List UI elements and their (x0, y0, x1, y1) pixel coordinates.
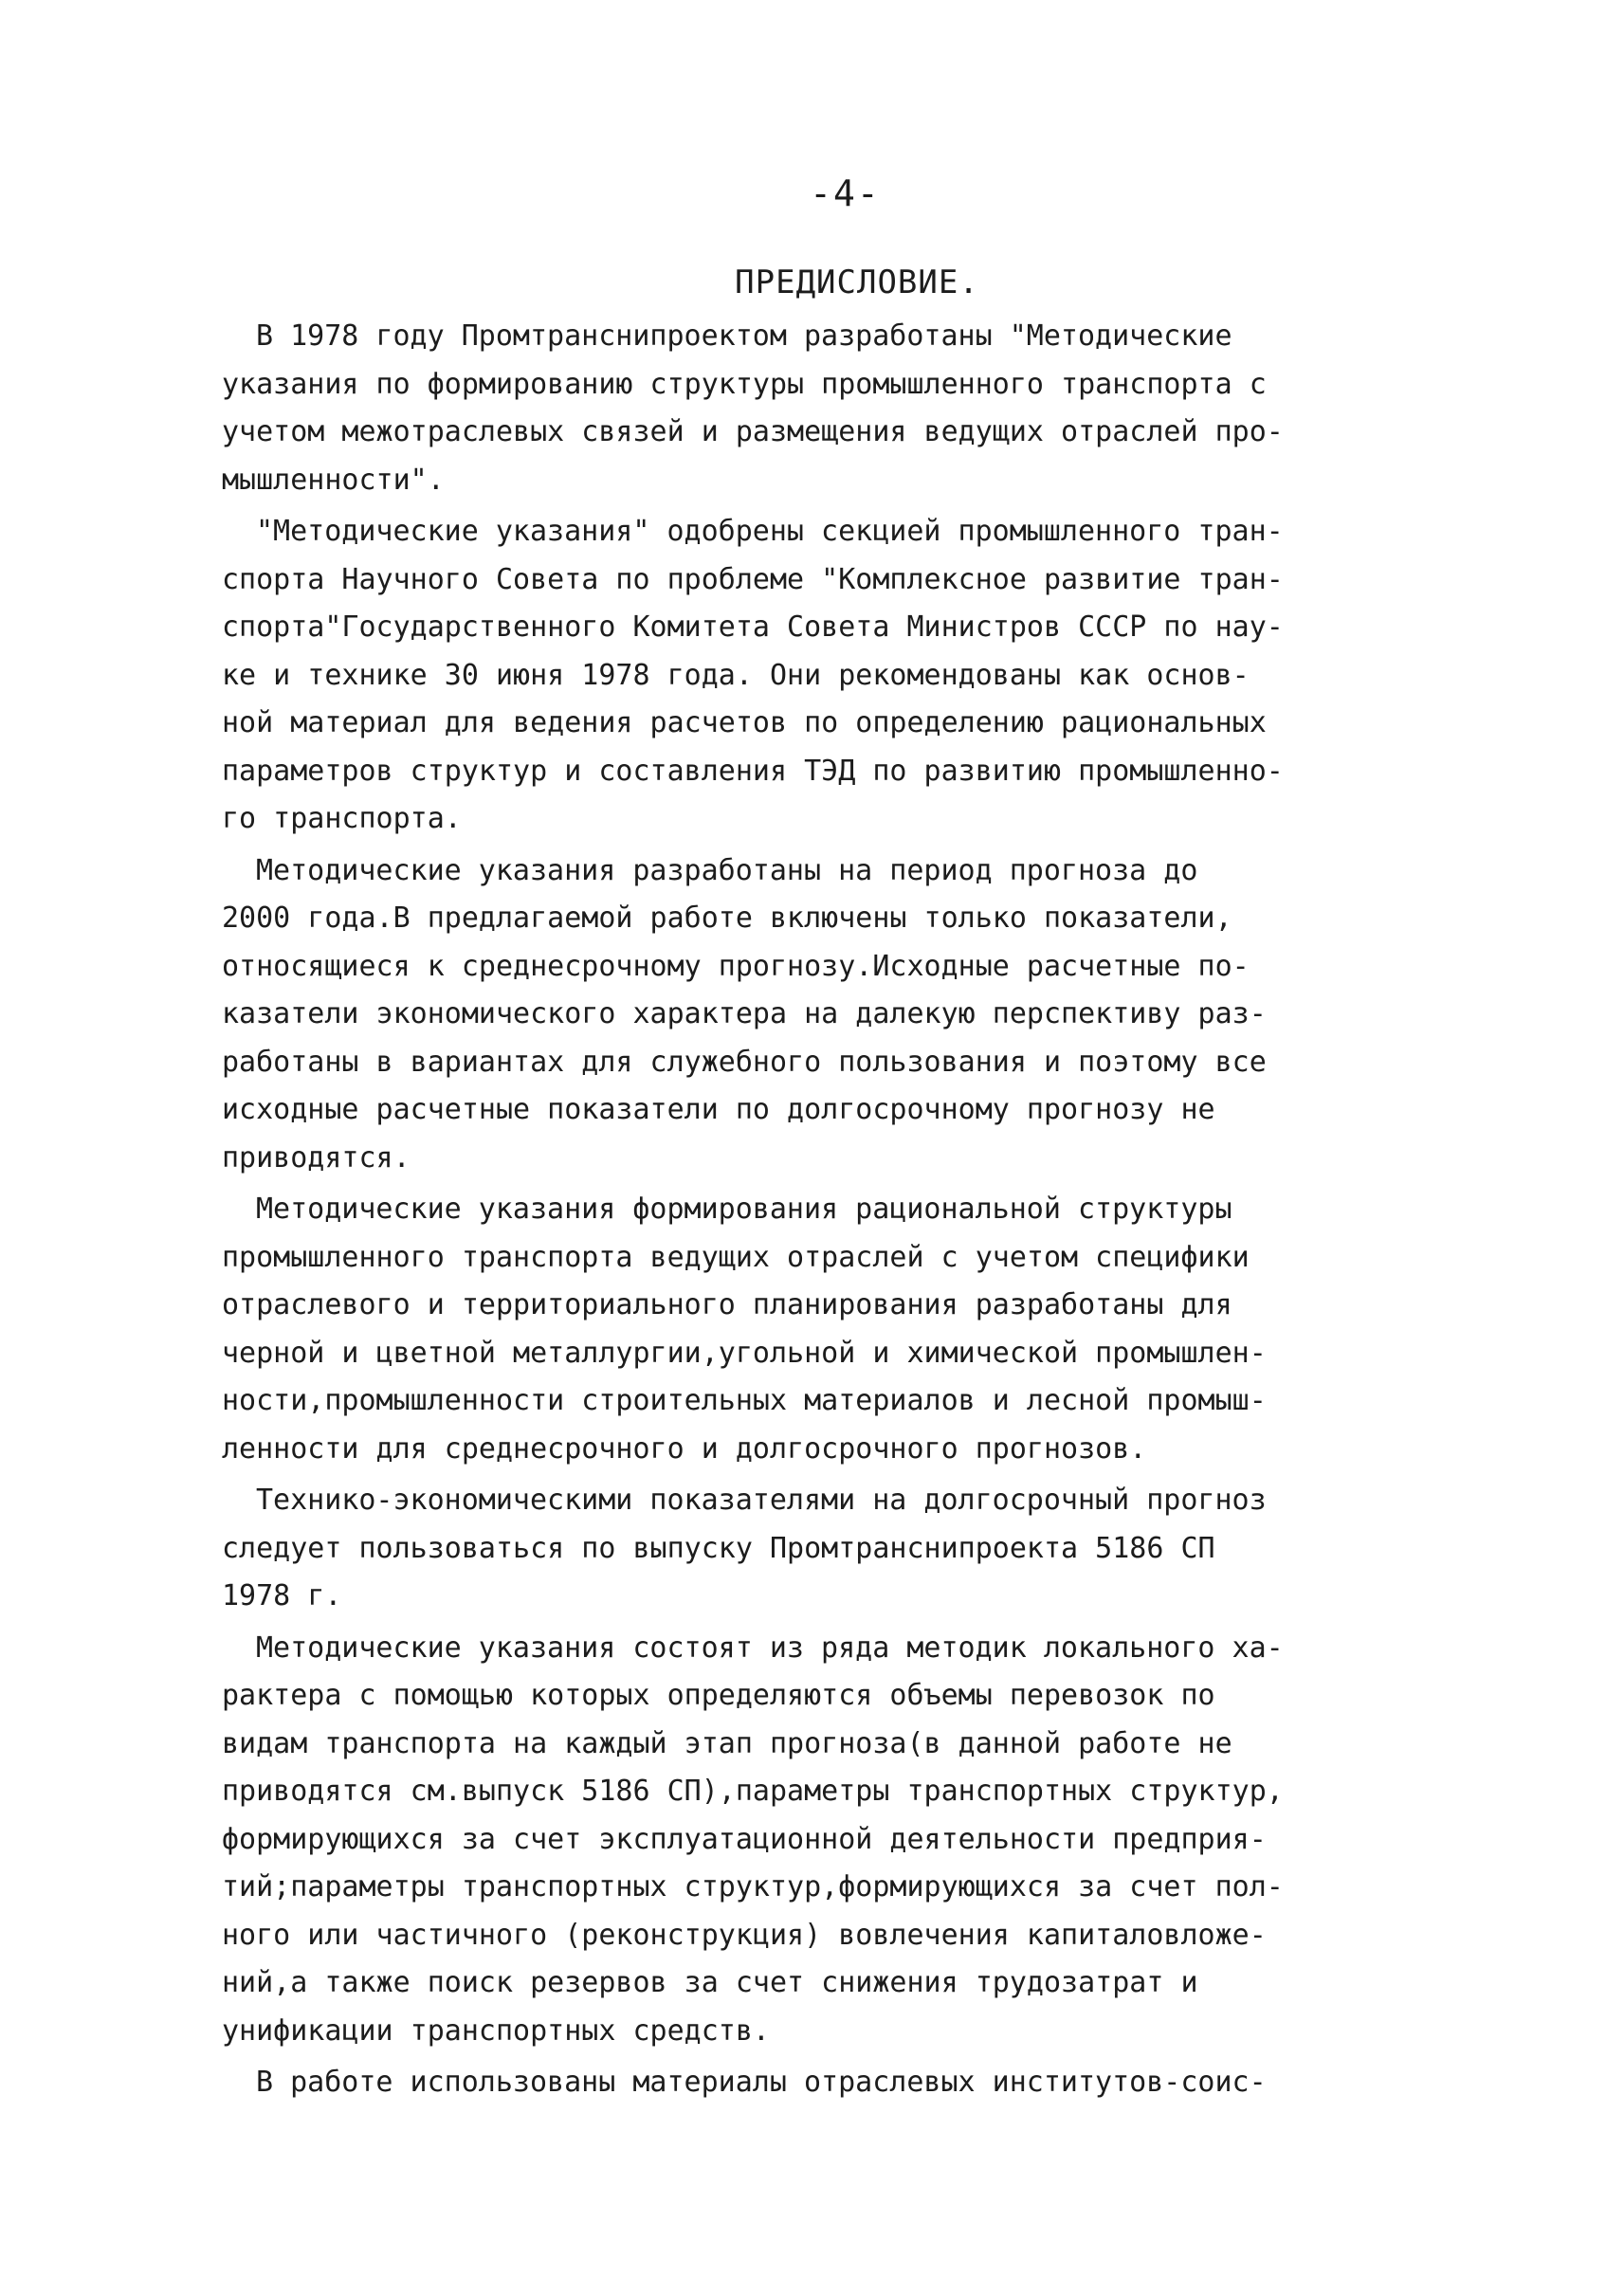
text-line: указания по формированию структуры промышленного транспорта с (222, 367, 1267, 401)
text-line: следует пользоваться по выпуску Промтранснипроекта 5186 СП (222, 1531, 1215, 1565)
text-line: Методические указания разработаны на период прогноза до (256, 853, 1198, 887)
paragraph (222, 2059, 1426, 2107)
text-line: унификации транспортных средств. (222, 2013, 770, 2048)
section-heading: ПРЕДИСЛОВИЕ. (735, 264, 979, 301)
text-line: учетом межотраслевых связей и размещения ведущих отраслей про- (222, 415, 1284, 448)
text-line: ний,а также поиск резервов за счет снижения трудозатрат и (222, 1966, 1198, 1999)
text-line: В работе использованы материалы отраслевых институтов-соис- (256, 2066, 1267, 2099)
text-line: работаны в вариантах для служебного пользования и поэтому все (222, 1045, 1267, 1079)
text-line: промышленного транспорта ведущих отраслей с учетом специфики (222, 1240, 1250, 1274)
text-line: "Методические указания" одобрены секцией промышленного тран- (256, 515, 1284, 548)
paragraph (222, 313, 1426, 504)
text-line: Технико-экономическими показателями на долгосрочный прогноз (256, 1484, 1267, 1517)
paragraph (222, 508, 1426, 844)
text-line: спорта"Государственного Комитета Совета Министров СССР по нау- (222, 610, 1284, 644)
text-line: отраслевого и территориального планирования разработаны для (222, 1288, 1232, 1321)
text-line: ности,промышленности строительных материалов и лесной промыш- (222, 1384, 1267, 1417)
text-line: В 1978 году Промтранснипроектом разработаны "Методические (256, 319, 1232, 353)
paragraph (222, 1477, 1426, 1621)
text-line: 2000 года.В предлагаемой работе включены только показатели, (222, 902, 1232, 935)
text-line: казатели экономического характера на далекую перспективу раз- (222, 997, 1267, 1030)
text-line: приводятся. (222, 1140, 411, 1175)
text-line: спорта Научного Совета по проблеме "Комплексное развитие тран- (222, 562, 1284, 596)
text-line: 1978 г. (222, 1579, 342, 1612)
text-line: исходные расчетные показатели по долгосрочному прогнозу не (222, 1093, 1215, 1126)
paragraph (222, 847, 1426, 1183)
text-line: ленности для среднесрочного и долгосрочного прогнозов. (222, 1431, 1147, 1466)
text-line: ной материал для ведения расчетов по определению рациональных (222, 706, 1267, 739)
page-number: -4- (810, 173, 881, 214)
text-line: ке и технике 30 июня 1978 года. Они рекомендованы как основ- (222, 658, 1250, 692)
text-line: го транспорта. (222, 802, 462, 835)
text-line: видам транспорта на каждый этап прогноза(в данной работе не (222, 1726, 1232, 1760)
text-line: Методические указания состоят из ряда методик локального ха- (256, 1630, 1284, 1665)
text-line: Методические указания формирования рациональной структуры (256, 1193, 1232, 1226)
text-line: приводятся см.выпуск 5186 СП),параметры транспортных структур, (222, 1775, 1284, 1808)
paragraph (222, 1625, 1426, 2056)
text-line: мышленности". (222, 463, 445, 497)
text-line: параметров структур и составления ТЭД по развитию промышленно- (222, 754, 1284, 788)
text-line: формирующихся за счет эксплуатационной деятельности предприя- (222, 1822, 1267, 1856)
text-line: черной и цветной металлургии,угольной и химической промышлен- (222, 1336, 1267, 1370)
text-line: относящиеся к среднесрочному прогнозу.Исходные расчетные по- (222, 949, 1250, 983)
text-line: тий;параметры транспортных структур,формирующихся за счет пол- (222, 1870, 1284, 1903)
text-line: рактера с помощью которых определяются объемы перевозок по (222, 1679, 1215, 1712)
text-line: ного или частичного (реконструкция) вовлечения капиталовложе- (222, 1918, 1267, 1952)
body-text (222, 313, 1426, 2111)
paragraph (222, 1186, 1426, 1473)
